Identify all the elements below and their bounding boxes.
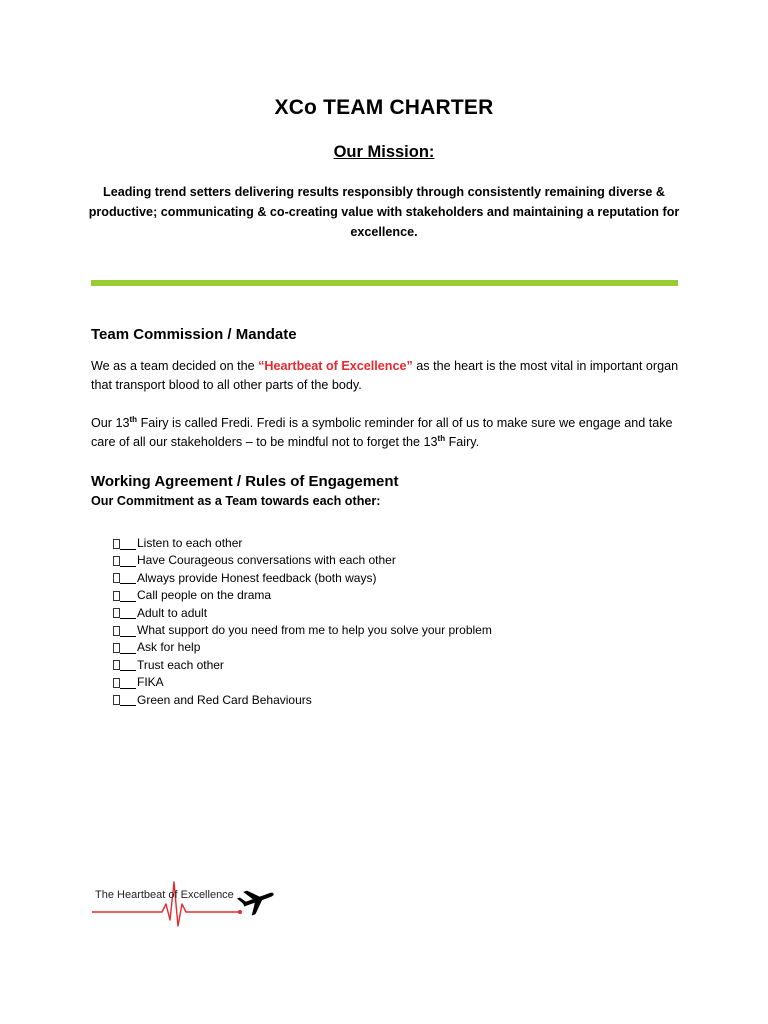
- commission-heading: Team Commission / Mandate: [91, 326, 297, 343]
- rule-text: Listen to each other: [137, 536, 243, 550]
- commitment-heading: Our Commitment as a Team towards each other:: [91, 494, 381, 508]
- heartbeat-line-icon: [90, 874, 280, 930]
- rule-text: Always provide Honest feedback (both ways): [137, 570, 377, 585]
- underline-gap: [120, 694, 136, 706]
- rule-text: Green and Red Card Behaviours: [137, 692, 312, 707]
- underline-gap: [120, 642, 136, 654]
- list-item: [113, 535, 492, 552]
- fairy-sup-1: th: [129, 414, 138, 424]
- checkbox-glyph-icon: [113, 539, 120, 549]
- underline-gap: [120, 590, 136, 602]
- checkbox-glyph-icon: [113, 573, 120, 583]
- checkbox-glyph-icon: [113, 678, 120, 688]
- underline-gap: [120, 538, 136, 550]
- rule-text: Adult to adult: [137, 605, 208, 620]
- checkbox-glyph-icon: [113, 695, 120, 705]
- fairy-text-1: Our 13: [91, 416, 130, 430]
- underline-gap: [120, 607, 136, 619]
- checkbox-glyph-icon: [113, 626, 120, 636]
- rule-text: FIKA: [137, 675, 164, 690]
- fairy-text-2: Fairy is called Fredi. Fredi is a symbolic reminder for all of us to make sure we engage and take care of all our stakeholders – to be mindful not to forget the 13: [91, 416, 673, 449]
- fairy-text-3: Fairy.: [445, 435, 480, 449]
- checkbox-glyph-icon: [113, 591, 120, 601]
- list-item: [113, 692, 492, 709]
- checkbox-glyph-icon: [113, 660, 120, 670]
- commission-text-before: We as a team decided on the: [91, 359, 259, 373]
- commission-paragraph: [91, 357, 691, 395]
- underline-gap: [120, 659, 136, 671]
- rule-text: Ask for help: [137, 640, 201, 655]
- list-item: [113, 570, 492, 587]
- agreement-heading: Working Agreement / Rules of Engagement: [91, 473, 399, 490]
- rule-text: Trust each other: [137, 657, 224, 672]
- underline-gap: [120, 625, 136, 637]
- list-item: [113, 587, 492, 604]
- checkbox-glyph-icon: [113, 556, 120, 566]
- rule-text: Have Courageous conversations with each other: [137, 553, 396, 568]
- list-item: [113, 639, 492, 656]
- checkbox-glyph-icon: [113, 643, 120, 653]
- rules-list: [113, 535, 492, 709]
- underline-gap: [120, 677, 136, 689]
- rule-text: Call people on the drama: [137, 588, 272, 603]
- list-item: [113, 605, 492, 622]
- underline-gap: [120, 572, 136, 584]
- underline-gap: [120, 555, 136, 567]
- page-title: XCo TEAM CHARTER: [274, 96, 494, 119]
- heartbeat-logo: [90, 874, 280, 930]
- section-divider: [91, 280, 678, 286]
- airplane-icon: [236, 882, 278, 918]
- list-item: [113, 622, 492, 639]
- fairy-paragraph: [91, 414, 691, 452]
- list-item: [113, 552, 492, 569]
- rule-text: What support do you need from me to help you solve your problem: [137, 622, 492, 637]
- list-item: [113, 657, 492, 674]
- list-item: [113, 674, 492, 691]
- commission-text-after: as the heart is the most vital in important organ that transport blood to all other parts of the body.: [91, 359, 679, 392]
- heartbeat-highlight: “Heartbeat of Excellence”: [258, 359, 413, 373]
- mission-statement: Leading trend setters delivering results responsibly through consistently remaining diverse & productive; communicating & co-creating value with stakeholders and maintaining a reputation for excellence.: [88, 185, 680, 239]
- logo-text: The Heartbeat of Excellence: [95, 889, 234, 901]
- checkbox-glyph-icon: [113, 608, 120, 618]
- fairy-sup-2: th: [437, 433, 446, 443]
- mission-heading: Our Mission:: [333, 143, 435, 161]
